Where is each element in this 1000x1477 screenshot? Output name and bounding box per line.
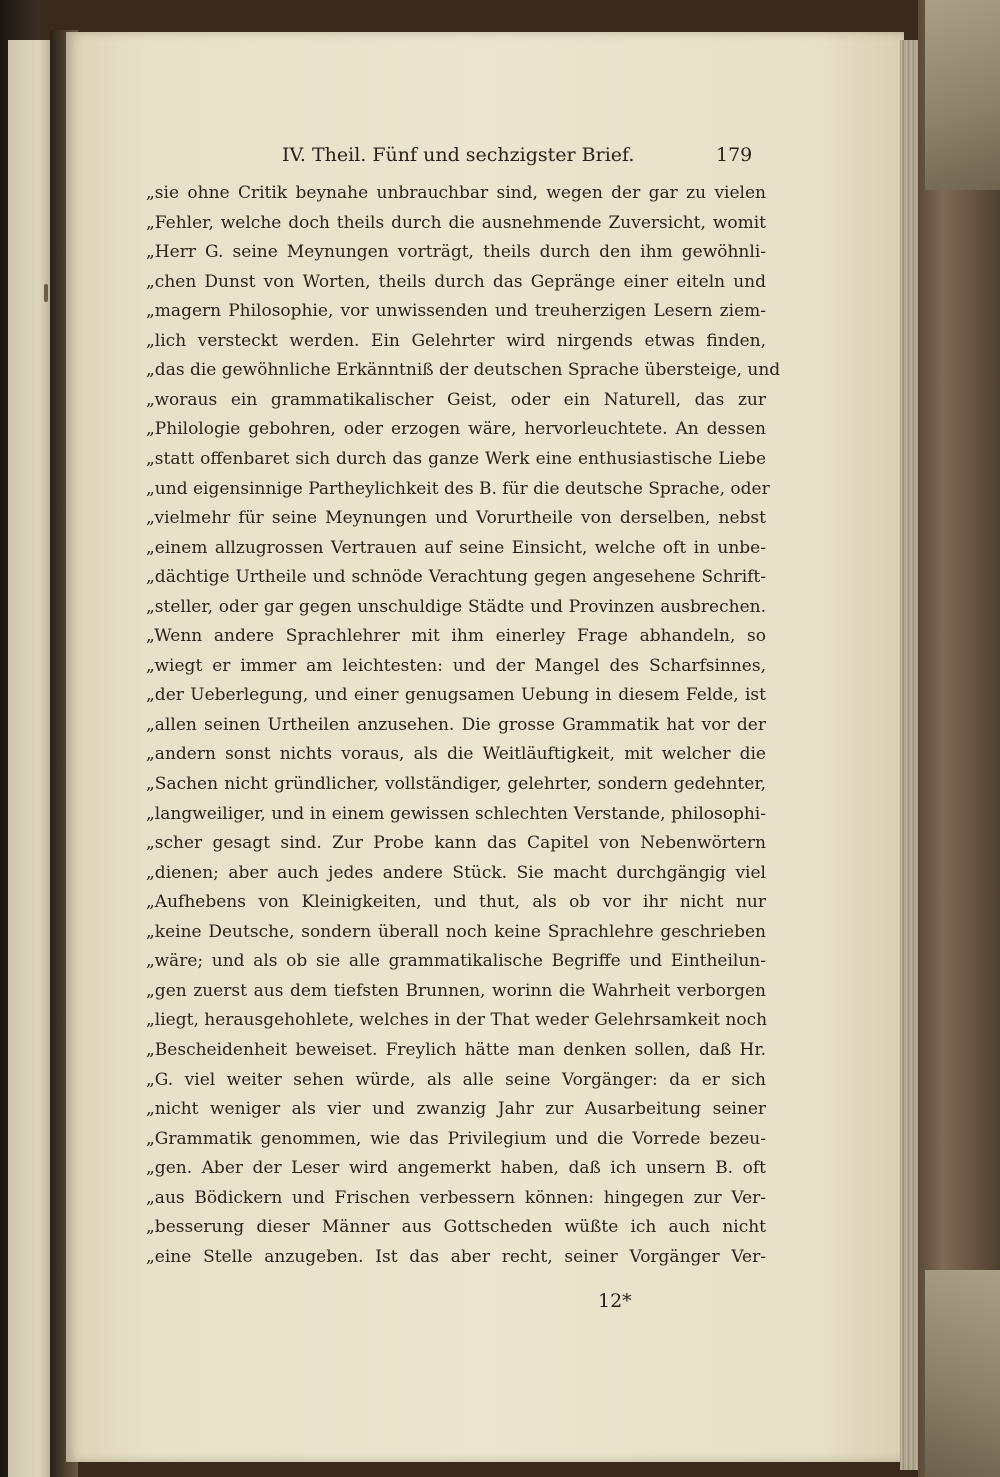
text-line: „woraus ein grammatikalischer Geist, oder ein Naturell, das zur <box>146 389 766 410</box>
text-line: „Fehler, welche doch theils durch die ausnehmende Zuversicht, womit <box>146 212 766 233</box>
text-line: „G. viel weiter sehen würde, als alle seine Vorgänger: da er sich <box>146 1069 766 1090</box>
text-line: „das die gewöhnliche Erkänntniß der deutschen Sprache übersteige, und <box>146 360 781 381</box>
left-page-edge <box>8 40 53 1477</box>
text-line: „magern Philosophie, vor unwissenden und treuherzigen Lesern ziem- <box>146 301 766 322</box>
text-line: „Wenn andere Sprachlehrer mit ihm einerley Frage abhandeln, so <box>146 626 766 647</box>
text-line: „statt offenbaret sich durch das ganze Werk eine enthusiastische Liebe <box>146 448 766 469</box>
text-line: „aus Bödickern und Frischen verbessern können: hingegen zur Ver- <box>146 1187 766 1208</box>
text-line: „und eigensinnige Partheylichkeit des B. für die deutsche Sprache, oder <box>146 478 770 499</box>
text-line: „Philologie gebohren, oder erzogen wäre, hervorleuchtete. An dessen <box>146 419 766 440</box>
text-line: „Herr G. seine Meynungen vorträgt, theils durch den ihm gewöhnli- <box>146 242 766 263</box>
text-line: „scher gesagt sind. Zur Probe kann das Capitel von Nebenwörtern <box>146 833 766 854</box>
text-line: „sie ohne Critik beynahe unbrauchbar sind, wegen der gar zu vielen <box>146 183 766 203</box>
text-line: „Bescheidenheit beweiset. Freylich hätte man denken sollen, daß Hr. <box>146 1039 766 1060</box>
right-cover-board <box>918 0 1000 1477</box>
text-line: „nicht weniger als vier und zwanzig Jahr zur Ausarbeitung seiner <box>146 1099 766 1120</box>
text-line: „liegt, herausgehohlete, welches in der That weder Gelehrsamkeit noch <box>146 1010 768 1031</box>
text-line: „chen Dunst von Worten, theils durch das Gepränge einer eiteln und <box>146 271 766 292</box>
running-header: IV. Theil. Fünf und sechzigster Brief. <box>282 144 635 166</box>
text-line: „gen. Aber der Leser wird angemerkt haben, daß ich unsern B. oft <box>146 1158 766 1179</box>
text-line: „besserung dieser Männer aus Gottscheden wüßte ich auch nicht <box>146 1217 766 1238</box>
text-line: „langweiliger, und in einem gewissen schlechten Verstande, philosophi- <box>146 803 766 824</box>
text-line: „der Ueberlegung, und einer genugsamen Uebung in diesem Felde, ist <box>146 685 766 706</box>
signature-mark: 12* <box>598 1290 632 1312</box>
gutter-mark <box>44 284 48 302</box>
text-line: „vielmehr für seine Meynungen und Vorurtheile von derselben, nebst <box>146 508 766 529</box>
text-line: „dächtige Urtheile und schnöde Verachtung gegen angesehene Schrift- <box>146 567 766 588</box>
text-line: „Sachen nicht gründlicher, vollständiger, gelehrter, sondern gedehnter, <box>146 774 766 794</box>
text-line: „wiegt er immer am leichtesten: und der Mangel des Scharfsinnes, <box>146 655 766 676</box>
text-line: „lich versteckt werden. Ein Gelehrter wird nirgends etwas finden, <box>146 330 766 351</box>
text-line: „wäre; und als ob sie alle grammatikalische Begriffe und Eintheilun- <box>146 951 766 972</box>
text-line: „keine Deutsche, sondern überall noch keine Sprachlehre geschrieben <box>146 921 766 942</box>
cover-corner-bottom <box>925 1270 1000 1477</box>
text-line: „steller, oder gar gegen unschuldige Städte und Provinzen ausbrechen. <box>146 596 766 617</box>
text-line: „einem allzugrossen Vertrauen auf seine Einsicht, welche oft in unbe- <box>146 537 766 558</box>
text-line: „Aufhebens von Kleinigkeiten, und thut, als ob vor ihr nicht nur <box>146 892 766 913</box>
page-number: 179 <box>716 144 753 166</box>
text-line: „andern sonst nichts voraus, als die Weitläuftigkeit, mit welcher die <box>146 744 766 765</box>
text-line: „Grammatik genommen, wie das Privilegium und die Vorrede bezeu- <box>146 1128 766 1149</box>
cover-corner-top <box>925 0 1000 190</box>
text-line: „dienen; aber auch jedes andere Stück. Sie macht durchgängig viel <box>146 862 766 883</box>
text-line: „eine Stelle anzugeben. Ist das aber recht, seiner Vorgänger Ver- <box>146 1246 766 1267</box>
text-line: „allen seinen Urtheilen anzusehen. Die grosse Grammatik hat vor der <box>146 714 766 735</box>
text-line: „gen zuerst aus dem tiefsten Brunnen, worinn die Wahrheit verborgen <box>146 980 766 1001</box>
